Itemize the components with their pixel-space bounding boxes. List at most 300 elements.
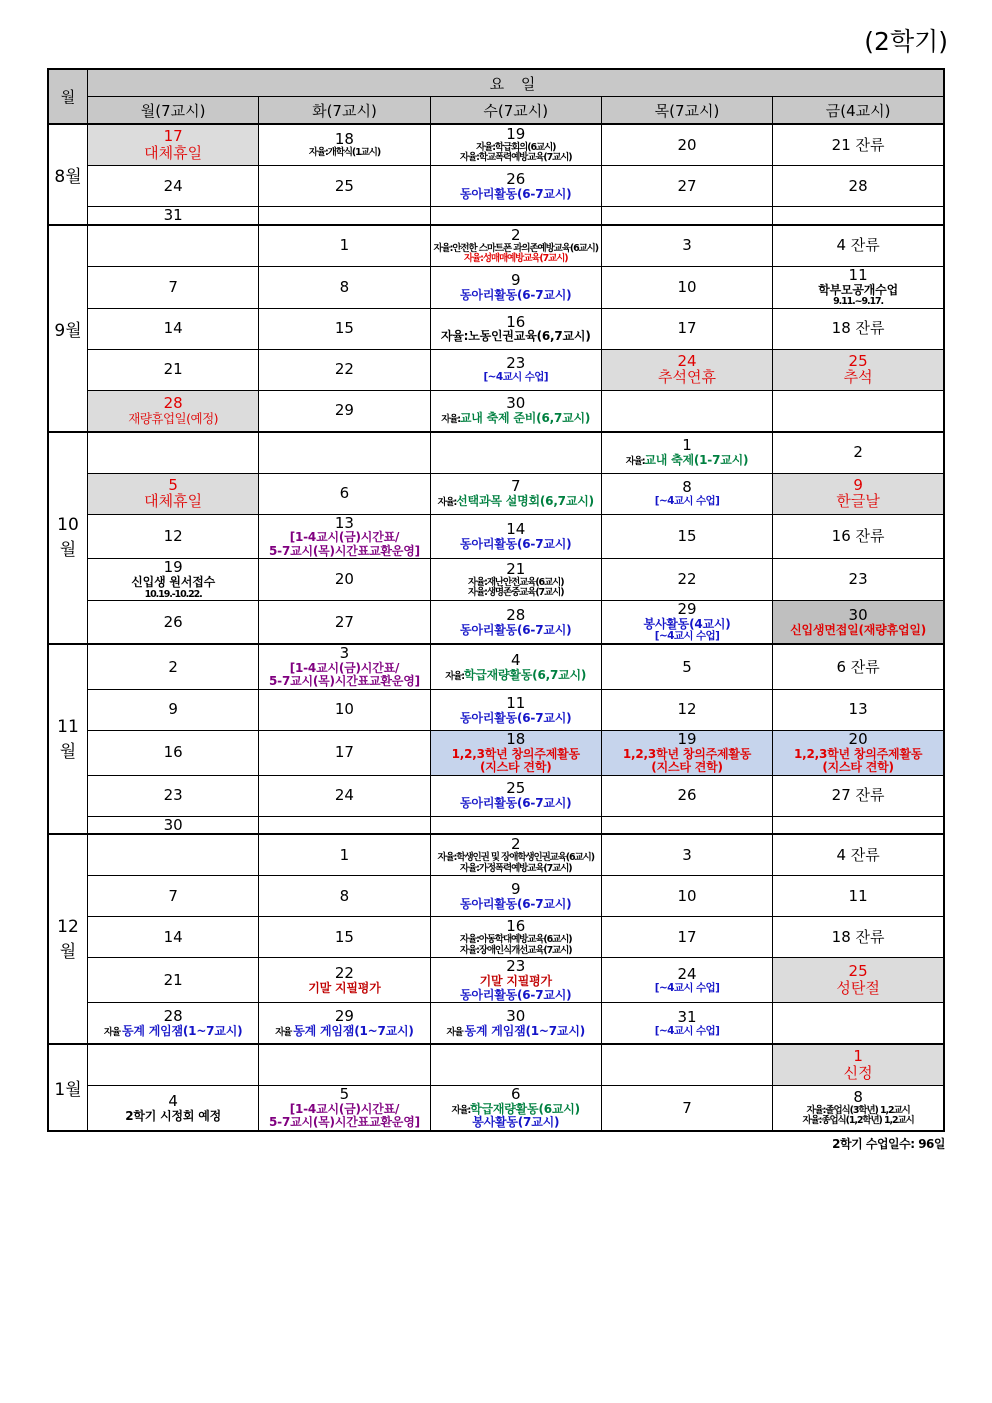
day-cell-10월-1[interactable] [601, 432, 772, 474]
day-number: 9 [168, 700, 178, 719]
day-cell-11월-4[interactable] [430, 644, 601, 689]
day-cell-12월-1[interactable] [259, 834, 430, 876]
event-label: 신입생면접일(재량휴업일) [790, 622, 927, 637]
day-cell-8월-empty[interactable] [601, 207, 772, 225]
day-cell-10월-15[interactable] [601, 514, 772, 559]
day-cell-9월-3[interactable] [601, 225, 772, 267]
day-number: 22 [334, 360, 354, 379]
calendar-week-row [48, 124, 944, 166]
day-cell-11월-9[interactable] [88, 689, 259, 730]
day-cell-11월-empty[interactable] [259, 816, 430, 834]
event-label [88, 1025, 258, 1039]
day-cell-10월-29[interactable] [601, 601, 772, 644]
day-cell-10월-2[interactable] [773, 432, 944, 474]
day-cell-12월-empty[interactable] [773, 1002, 944, 1044]
event-label: 자율:아동학대예방교육(6교시) [459, 934, 572, 946]
day-number: 24 [677, 964, 697, 983]
day-cell-11월-27잔류[interactable] [773, 775, 944, 816]
event-label: 동아리활동(6-7교시) [460, 896, 572, 911]
day-cell-12월-24[interactable] [601, 958, 772, 1003]
day-cell-8월-27[interactable] [601, 166, 772, 207]
event-text: 학급재량활동(6,7교시) [463, 667, 587, 682]
day-number: 20 [848, 730, 868, 748]
day-cell-10월-27[interactable] [259, 601, 430, 644]
day-cell-9월-9[interactable] [430, 266, 601, 308]
day-number: 21 [506, 559, 526, 578]
day-number: 8 [682, 478, 692, 497]
day-cell-1월-5[interactable] [259, 1085, 430, 1130]
day-number: 29 [334, 1006, 354, 1025]
event-text: 교내 축제 준비(6,7교시) [459, 411, 591, 426]
calendar-week-row [48, 816, 944, 834]
day-number: 8 [339, 886, 350, 905]
day-cell-8월-empty[interactable] [430, 207, 601, 225]
day-cell-9월-4잔류[interactable] [773, 225, 944, 267]
calendar-week-row [48, 1044, 944, 1086]
calendar-week-row [48, 917, 944, 958]
event-prefix: 자율 [446, 1026, 465, 1038]
day-cell-12월-21[interactable] [88, 958, 259, 1003]
header-weekday-group: 요 일 [88, 69, 945, 97]
day-number: 17 [677, 319, 697, 338]
day-cell-9월-16[interactable] [430, 308, 601, 349]
day-cell-11월-2[interactable] [88, 644, 259, 689]
event-label: [1-4교시(금)시간표/ [289, 660, 400, 675]
holiday-label: 추석 [843, 368, 873, 387]
event-label: [1-4교시(금)시간표/ [289, 1101, 400, 1116]
event-label: 동아리활동(6-7교시) [460, 796, 572, 811]
day-number: 4 [510, 650, 521, 669]
day-cell-1월-7[interactable] [601, 1085, 772, 1130]
day-cell-10월-28[interactable] [430, 601, 601, 644]
day-cell-9월-21[interactable] [88, 349, 259, 390]
day-number: 9 [510, 271, 521, 290]
day-cell-12월-9[interactable] [430, 876, 601, 917]
calendar-week-row [48, 349, 944, 390]
day-cell-12월-7[interactable] [88, 876, 259, 917]
day-number: 16 잔류 [831, 527, 885, 546]
header-weekday-thu: 목(7교시) [601, 97, 772, 125]
day-cell-12월-16[interactable] [430, 917, 601, 958]
day-number: 4 [168, 1091, 178, 1110]
day-cell-8월-31[interactable] [88, 207, 259, 225]
day-number: 3 [682, 236, 692, 255]
day-cell-8월-19[interactable] [430, 124, 601, 166]
day-number: 26 [506, 169, 526, 188]
day-cell-11월-11[interactable] [430, 689, 601, 730]
holiday-label: 대체휴일 [144, 492, 203, 511]
day-cell-10월-12[interactable] [88, 514, 259, 559]
day-cell-8월-26[interactable] [430, 166, 601, 207]
day-cell-12월-10[interactable] [601, 876, 772, 917]
day-number: 13 [848, 700, 868, 719]
day-cell-10월-30[interactable] [773, 601, 944, 644]
event-prefix: 자율: [437, 497, 457, 509]
event-label: 자율:개학식(1교시) [308, 147, 381, 159]
day-number: 22 [334, 964, 354, 983]
month-label-1월: 1월 [48, 1044, 88, 1131]
holiday-label: 한글날 [836, 492, 880, 511]
event-label [602, 454, 772, 468]
day-cell-10월-21[interactable] [430, 559, 601, 601]
day-number: 21 [163, 970, 183, 989]
day-number: 21 잔류 [831, 135, 885, 154]
event-label [431, 1025, 601, 1039]
day-number: 1 [853, 1046, 863, 1065]
day-cell-12월-18잔류[interactable] [773, 917, 944, 958]
day-cell-11월-13[interactable] [773, 689, 944, 730]
day-number: 2 [853, 443, 863, 462]
day-cell-1월-4[interactable] [88, 1085, 259, 1130]
day-number: 30 [506, 1006, 526, 1025]
event-label: 1,2,3학년 창의주제활동 [451, 746, 580, 761]
day-number: 6 [339, 484, 350, 503]
event-text: 동계 게임잼(1~7교시) [293, 1023, 414, 1038]
day-cell-12월-8[interactable] [259, 876, 430, 917]
day-cell-9월-18잔류[interactable] [773, 308, 944, 349]
day-number: 5 [339, 1085, 350, 1104]
day-cell-9월-23[interactable] [430, 349, 601, 390]
calendar-week-row [48, 166, 944, 207]
event-label: 동아리활동(6-7교시) [460, 710, 572, 725]
calendar-week-row [48, 473, 944, 514]
event-label: 10.19.-10.22. [144, 588, 202, 600]
event-label: [~4교시 수업] [483, 371, 548, 384]
calendar-week-row [48, 559, 944, 601]
day-cell-11월-10[interactable] [259, 689, 430, 730]
day-cell-10월-19[interactable] [88, 559, 259, 601]
day-number: 1 [339, 236, 350, 255]
day-cell-11월-empty[interactable] [430, 816, 601, 834]
day-cell-11월-6잔류[interactable] [773, 644, 944, 689]
holiday-label: 추석연휴 [658, 368, 717, 387]
calendar-body [48, 124, 944, 1131]
event-label: 자율:학생인권 및 장애학생인권교육(6교시) [437, 852, 594, 864]
event-text: 학급재량활동(6교시) [470, 1101, 580, 1116]
day-number: 31 [163, 206, 183, 224]
month-label-8월: 8월 [48, 124, 88, 225]
day-number: 30 [848, 606, 868, 625]
day-cell-1월-empty[interactable] [601, 1044, 772, 1086]
event-label: 자율:학급회의(6교시) [476, 141, 556, 153]
day-cell-12월-17[interactable] [601, 917, 772, 958]
day-cell-9월-2[interactable] [430, 225, 601, 267]
event-label: 봉사활동(4교시) [643, 616, 731, 631]
day-cell-12월-25[interactable] [773, 958, 944, 1003]
event-label: (지스타 견학) [822, 760, 894, 775]
day-cell-11월-16[interactable] [88, 730, 259, 775]
event-prefix: 자율: [625, 456, 645, 468]
day-cell-9월-25[interactable] [773, 349, 944, 390]
day-cell-12월-empty[interactable] [88, 834, 259, 876]
day-cell-11월-26[interactable] [601, 775, 772, 816]
day-cell-11월-empty[interactable] [601, 816, 772, 834]
event-text: 동계 게임잼(1~7교시) [121, 1023, 243, 1038]
day-cell-12월-31[interactable] [601, 1002, 772, 1044]
day-number: 13 [334, 514, 354, 532]
day-cell-10월-empty[interactable] [88, 432, 259, 474]
day-number: 14 [163, 927, 183, 946]
event-label: 자율:재난안전교육(6교시) [468, 576, 564, 588]
day-cell-11월-5[interactable] [601, 644, 772, 689]
day-cell-11월-20[interactable] [773, 730, 944, 775]
day-cell-12월-22[interactable] [259, 958, 430, 1003]
day-number: 20 [334, 570, 354, 589]
day-number: 18 [506, 730, 526, 748]
day-number: 17 [677, 927, 697, 946]
day-number: 12 [677, 700, 697, 719]
day-cell-9월-24[interactable] [601, 349, 772, 390]
day-number: 16 [163, 743, 183, 762]
day-number: 27 [677, 176, 697, 195]
day-cell-9월-empty[interactable] [601, 390, 772, 432]
day-cell-12월-15[interactable] [259, 917, 430, 958]
day-number: 20 [677, 135, 697, 154]
day-number: 2 [168, 657, 178, 676]
event-label: 자율:가정폭력예방교육(7교시) [459, 862, 572, 874]
event-text: 선택과목 설명회(6,7교시) [456, 494, 594, 509]
event-label: [~4교시 수업] [654, 630, 720, 643]
holiday-label: 신정 [843, 1063, 873, 1082]
day-cell-8월-18[interactable] [259, 124, 430, 166]
calendar-week-row [48, 432, 944, 474]
academic-calendar-table [47, 68, 945, 1132]
day-cell-10월-13[interactable] [259, 514, 430, 559]
event-label: [~4교시 수업] [654, 981, 720, 994]
event-prefix: 자율: [451, 1104, 471, 1116]
event-label: 자율:생명존중교육(7교시) [468, 587, 564, 599]
day-cell-11월-12[interactable] [601, 689, 772, 730]
event-label: 동아리활동(6-7교시) [460, 622, 572, 637]
day-cell-8월-24[interactable] [88, 166, 259, 207]
day-number: 8 [853, 1087, 863, 1106]
day-number: 18 [334, 130, 354, 149]
day-cell-9월-empty[interactable] [88, 225, 259, 267]
day-cell-9월-empty[interactable] [773, 390, 944, 432]
day-number: 17 [163, 126, 183, 145]
day-cell-12월-23[interactable] [430, 958, 601, 1003]
calendar-head [48, 69, 944, 124]
day-cell-12월-28[interactable] [88, 1002, 259, 1044]
day-number: 18 잔류 [831, 319, 885, 338]
day-cell-11월-empty[interactable] [773, 816, 944, 834]
calendar-week-row [48, 689, 944, 730]
day-cell-10월-16잔류[interactable] [773, 514, 944, 559]
day-number: 10 [677, 886, 697, 905]
event-label: 동아리활동(6-7교시) [460, 186, 572, 201]
day-cell-10월-9[interactable] [773, 473, 944, 514]
event-label: 2학기 시정회 예정 [125, 1108, 222, 1123]
holiday-label: 대체휴일 [144, 143, 203, 162]
day-cell-8월-empty[interactable] [259, 207, 430, 225]
day-number: 24 [677, 351, 697, 370]
day-cell-8월-21잔류[interactable] [773, 124, 944, 166]
day-cell-9월-28[interactable] [88, 390, 259, 432]
event-label: 기말 지필평가 [308, 980, 381, 995]
day-cell-10월-26[interactable] [88, 601, 259, 644]
day-cell-10월-7[interactable] [430, 473, 601, 514]
day-number: 17 [334, 743, 354, 762]
day-number: 16 [506, 917, 526, 936]
day-number: 29 [677, 600, 697, 619]
day-cell-12월-4잔류[interactable] [773, 834, 944, 876]
day-cell-9월-22[interactable] [259, 349, 430, 390]
day-number: 24 [334, 786, 354, 805]
day-number: 23 [848, 570, 868, 589]
event-prefix: 자율 [103, 1026, 122, 1038]
day-cell-1월-1[interactable] [773, 1044, 944, 1086]
day-cell-12월-14[interactable] [88, 917, 259, 958]
day-cell-12월-11[interactable] [773, 876, 944, 917]
event-label: 9.11.~9.17. [833, 296, 884, 308]
day-cell-11월-19[interactable] [601, 730, 772, 775]
day-number: 19 [506, 124, 526, 143]
event-label [431, 412, 601, 426]
day-number: 7 [168, 277, 178, 296]
day-cell-11월-23[interactable] [88, 775, 259, 816]
day-number: 16 [506, 312, 526, 331]
calendar-week-row [48, 390, 944, 432]
day-number: 7 [682, 1098, 692, 1117]
day-number: 25 [506, 779, 526, 798]
day-number: 14 [506, 520, 526, 539]
event-label: 자율:학교폭력예방교육(7교시) [459, 152, 572, 164]
day-number: 19 [677, 730, 697, 748]
header-weekday-fri: 금(4교시) [773, 97, 944, 125]
event-label: 학부모공개수업 [818, 282, 898, 297]
day-cell-8월-25[interactable] [259, 166, 430, 207]
day-number: 7 [510, 477, 521, 496]
day-cell-1월-empty[interactable] [88, 1044, 259, 1086]
event-label: 기말 지필평가 [479, 974, 552, 989]
month-label-9월: 9월 [48, 225, 88, 432]
day-number: 6 잔류 [836, 657, 880, 676]
day-number: 28 [848, 176, 868, 195]
event-label: 자율:종업식(1,2학년) 1,2교시 [802, 1115, 914, 1127]
day-cell-9월-17[interactable] [601, 308, 772, 349]
event-label: 5-7교시(목)시간표교환운영] [269, 1115, 420, 1130]
calendar-week-row [48, 514, 944, 559]
day-cell-9월-30[interactable] [430, 390, 601, 432]
day-cell-12월-3[interactable] [601, 834, 772, 876]
day-number: 27 잔류 [831, 786, 885, 805]
event-label: 5-7교시(목)시간표교환운영] [269, 543, 420, 558]
event-label: 자율:안전한 스마트폰 과의존예방교육(6교시) [433, 242, 598, 254]
calendar-week-row [48, 601, 944, 644]
event-label: 자율:졸업식(3학년) 1,2교시 [806, 1104, 910, 1116]
day-number: 11 [506, 693, 526, 712]
event-label: [1-4교시(금)시간표/ [289, 530, 400, 545]
calendar-week-row [48, 308, 944, 349]
day-cell-1월-empty[interactable] [430, 1044, 601, 1086]
day-number: 29 [334, 401, 354, 420]
calendar-week-row [48, 876, 944, 917]
day-cell-10월-6[interactable] [259, 473, 430, 514]
total-school-days-note: 2학기 수업일수: 96일 [832, 1136, 945, 1151]
day-cell-11월-17[interactable] [259, 730, 430, 775]
day-number: 26 [677, 786, 697, 805]
event-prefix: 자율: [441, 414, 460, 426]
day-cell-10월-22[interactable] [601, 559, 772, 601]
day-cell-10월-5[interactable] [88, 473, 259, 514]
day-cell-12월-2[interactable] [430, 834, 601, 876]
day-cell-9월-29[interactable] [259, 390, 430, 432]
day-number: 15 [677, 527, 697, 546]
day-cell-9월-11[interactable] [773, 266, 944, 308]
event-label: (지스타 견학) [479, 760, 552, 775]
day-cell-1월-8[interactable] [773, 1085, 944, 1130]
day-cell-9월-8[interactable] [259, 266, 430, 308]
header-weekday-wed: 수(7교시) [430, 97, 601, 125]
day-number: 2 [510, 225, 521, 244]
event-label: 동아리활동(6-7교시) [460, 987, 572, 1002]
day-cell-10월-23[interactable] [773, 559, 944, 601]
event-label: 자율:노동인권교육(6,7교시) [440, 329, 591, 344]
day-cell-12월-29[interactable] [259, 1002, 430, 1044]
day-cell-11월-30[interactable] [88, 816, 259, 834]
calendar-week-row [48, 225, 944, 267]
event-label: (지스타 견학) [651, 760, 723, 775]
day-cell-10월-empty[interactable] [430, 432, 601, 474]
day-number: 28 [163, 1006, 183, 1025]
day-number: 8 [339, 277, 350, 296]
event-label: [~4교시 수업] [654, 495, 720, 508]
day-cell-9월-10[interactable] [601, 266, 772, 308]
calendar-week-row [48, 207, 944, 225]
day-cell-10월-8[interactable] [601, 473, 772, 514]
header-row-weekdays [48, 97, 944, 125]
day-cell-8월-17[interactable] [88, 124, 259, 166]
day-cell-8월-28[interactable] [773, 166, 944, 207]
day-cell-12월-30[interactable] [430, 1002, 601, 1044]
day-number: 9 [510, 880, 521, 899]
holiday-label: 재량휴업일(예정) [128, 410, 219, 426]
header-row-group [48, 69, 944, 97]
day-cell-9월-1[interactable] [259, 225, 430, 267]
day-number: 28 [506, 606, 526, 625]
day-cell-9월-15[interactable] [259, 308, 430, 349]
day-cell-11월-24[interactable] [259, 775, 430, 816]
day-number: 6 [510, 1085, 521, 1103]
day-number: 30 [163, 816, 183, 834]
day-cell-11월-18[interactable] [430, 730, 601, 775]
day-cell-10월-20[interactable] [259, 559, 430, 601]
day-cell-8월-empty[interactable] [773, 207, 944, 225]
event-label: 자율:장애인식개선교육(7교시) [459, 944, 572, 956]
month-label-10월: 10월 [48, 432, 88, 645]
day-cell-1월-6[interactable] [430, 1085, 601, 1130]
day-cell-9월-14[interactable] [88, 308, 259, 349]
calendar-week-row [48, 775, 944, 816]
day-number: 15 [334, 927, 354, 946]
day-number: 14 [163, 319, 183, 338]
header-month: 월 [48, 69, 88, 124]
day-number: 25 [848, 962, 868, 981]
day-number: 22 [677, 570, 697, 589]
day-cell-1월-empty[interactable] [259, 1044, 430, 1086]
day-cell-10월-14[interactable] [430, 514, 601, 559]
day-cell-11월-25[interactable] [430, 775, 601, 816]
day-cell-10월-empty[interactable] [259, 432, 430, 474]
day-number: 27 [334, 612, 354, 631]
day-number: 25 [848, 351, 868, 370]
day-number: 26 [163, 612, 183, 631]
day-cell-9월-7[interactable] [88, 266, 259, 308]
day-number: 21 [163, 360, 183, 379]
event-label: 봉사활동(7교시) [472, 1115, 560, 1130]
day-cell-11월-3[interactable] [259, 644, 430, 689]
day-cell-8월-20[interactable] [601, 124, 772, 166]
